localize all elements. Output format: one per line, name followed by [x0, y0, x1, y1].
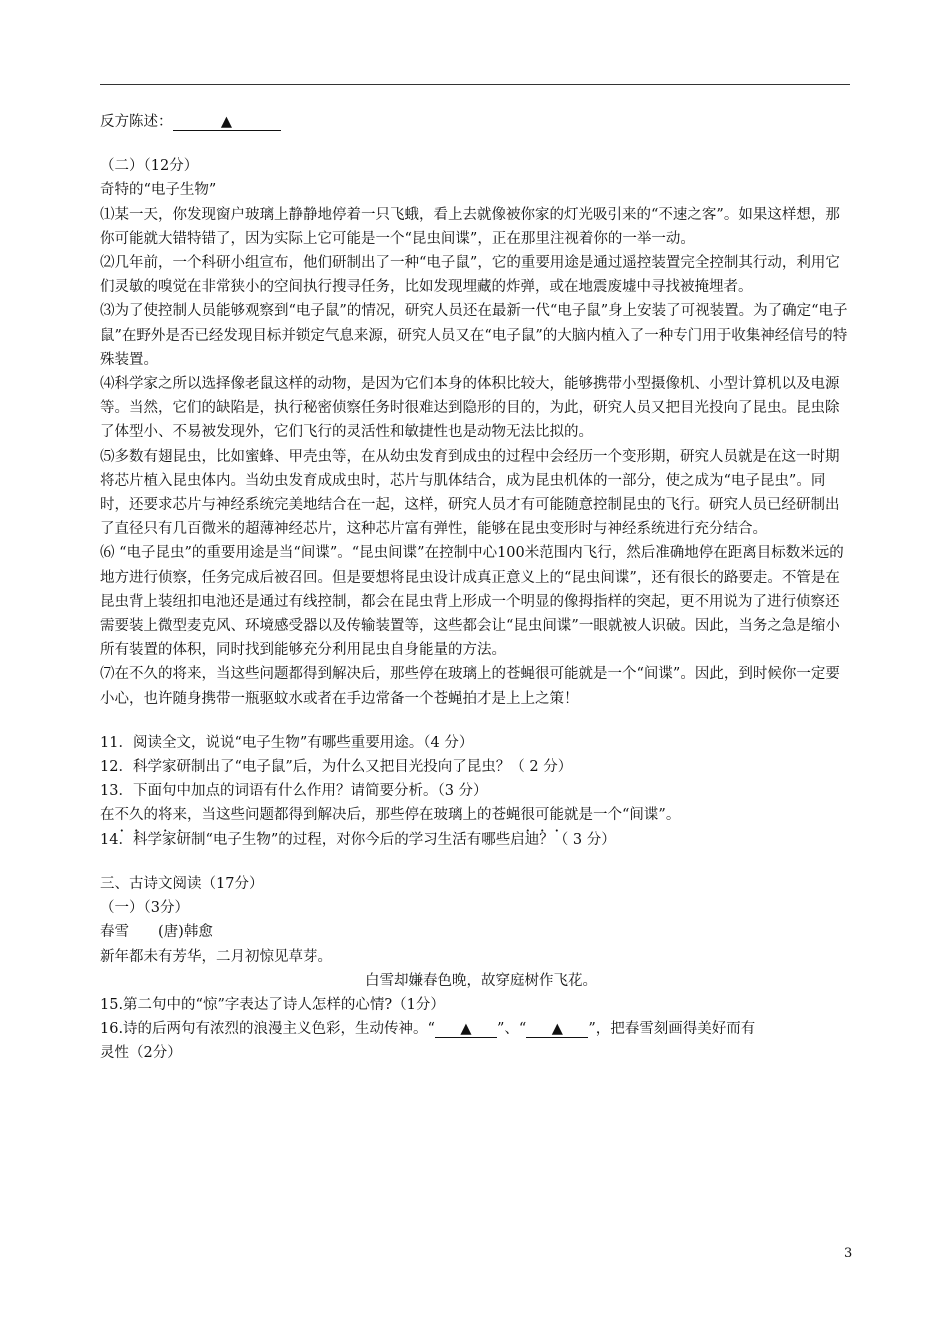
article-paragraph-1: ⑴某一天，你发现窗户玻璃上静静地停着一只飞蛾，看上去就像被你家的灯光吸引来的“不速之客”。如果这样想，那你可能就大错特错了，因为实际上它可能是一个“昆虫间谍”，正在那里注视着你的一举一动。 [100, 206, 840, 247]
section2-heading: （二）（12分） [100, 158, 199, 175]
answer-blank[interactable] [526, 1021, 588, 1038]
document-body [100, 110, 852, 1066]
poem-line-1: 新年都未有芳华，二月初惊见草芽。 [100, 948, 332, 965]
sentence-text: 就是一个“间谍”。 [564, 807, 681, 824]
question-16-text: ”、“ [496, 1021, 527, 1038]
triangle-mark-icon: ▲ [551, 1021, 563, 1038]
opponent-label: 反方陈述： [100, 114, 173, 130]
article-paragraph-5: ⑸多数有翅昆虫，比如蜜蜂、甲壳虫等，在从幼虫发育到成虫的过程中会经历一个变形期，研究人员就是在这一时期将芯片植入昆虫体内。当幼虫发育成成虫时，芯片与肌体结合，成为昆虫机体的一部分，使之成为“电子昆虫”。同时，还要求芯片与神经系统完美地结合在一起，这样，研究人员才有可能随意控制昆虫的飞行。研究人员已经研制出了直径只有几百微米的超薄神经芯片，这种芯片富有弹性，能够在昆虫变形时与神经系统进行充分结合。 [100, 448, 840, 538]
header-rule [100, 84, 850, 85]
dotted-char: 久 [129, 807, 144, 824]
article-paragraph-3: ⑶为了使控制人员能够观察到“电子鼠”的情况，研究人员还在最新一代“电子鼠”身上安装了可视装置。为了确定“电子鼠”在野外是否已经发现目标并锁定气息来源，研究人员又在“电子鼠”的大脑内植入了一种专门用于收集神经信号的特殊装置。 [100, 303, 848, 368]
question-16 [100, 1017, 852, 1041]
dotted-char: 将 [158, 807, 173, 824]
spacer [100, 711, 852, 731]
poem-title: 春雪 (唐)韩愈 [100, 924, 213, 941]
dotted-char: 不 [114, 807, 129, 824]
dotted-char: 来 [172, 807, 187, 824]
question-14: 14．科学家研制“电子生物”的过程，对你今后的学习生活有哪些启迪？（ 3 分） [100, 831, 616, 848]
dotted-char: 很 [520, 807, 535, 824]
triangle-mark-icon: ▲ [220, 114, 233, 130]
dotted-char: 能 [549, 807, 564, 824]
article-paragraph-2: ⑵几年前，一个科研小组宣布，他们研制出了一种“电子鼠”，它的重要用途是通过遥控装置完全控制其行动，利用它们灵敏的嗅觉在非常狭小的空间执行搜寻任务，比如发现埋藏的炸弹，或在地震废墟中寻找被掩埋者。 [100, 255, 840, 296]
question-16-continued: 灵性（2分） [100, 1045, 182, 1062]
spacer [100, 852, 852, 872]
article-paragraph-7: ⑺在不久的将来，当这些问题都得到解决后，那些停在玻璃上的苍蝇很可能就是一个“间谍”。因此，到时候你一定要小心，也许随身携带一瓶驱蚊水或者在手边常备一个苍蝇拍才是上上之策！ [100, 666, 840, 707]
page-number: 3 [844, 1246, 853, 1261]
sentence-text: ，当这些问题都得到解决后，那些停在玻璃上的苍蝇 [187, 807, 521, 824]
dotted-char: 可 [535, 807, 550, 824]
section3-heading: 三、古诗文阅读（17分） [100, 875, 264, 892]
question-12: 12．科学家研制出了“电子鼠”后，为什么又把目光投向了昆虫？（ 2 分） [100, 759, 573, 776]
answer-blank[interactable] [435, 1021, 497, 1038]
question-11: 11．阅读全文，说说“电子生物”有哪些重要用途。（4 分） [100, 734, 474, 751]
answer-blank[interactable] [173, 114, 281, 131]
poem-line-2: 白雪却嫌春色晚，故穿庭树作飞花。 [365, 972, 597, 989]
sentence-text: 的 [143, 807, 158, 824]
sentence-text: 在 [100, 807, 115, 824]
article-paragraph-4: ⑷科学家之所以选择像老鼠这样的动物，是因为它们本身的体积比较大，能够携带小型摄像机、小型计算机以及电源等。当然，它们的缺陷是，执行秘密侦察任务时很难达到隐形的目的，为此，研究人员又把目光投向了昆虫。昆虫除了体型小、不易被发现外，它们飞行的灵活性和敏捷性也是动物无法比拟的。 [100, 376, 840, 441]
article-paragraph-6: ⑹ “电子昆虫”的重要用途是当“间谍”。“昆虫间谍”在控制中心100米范围内飞行，然后准确地停在距离目标数米远的地方进行侦察，任务完成后被召回。但是要想将昆虫设计成真正意义上的“昆虫间谍”，还有很长的路要走。不管是在昆虫背上装纽扣电池还是通过有线控制，都会在昆虫背上形成一个明显的像拇指样的突起，更不用说为了进行侦察还需要装上微型麦克风、环境感受器以及传输装置等，这些都会让“昆虫间谍”一眼就被人识破。因此，当务之急是缩小所有装置的体积，同时找到能够充分利用昆虫自身能量的方法。 [100, 545, 844, 659]
question-16-text: ”，把春雪刻画得美好而有 [588, 1021, 756, 1038]
triangle-mark-icon: ▲ [460, 1021, 472, 1038]
opponent-statement-line [100, 110, 852, 134]
section3-subheading: （一）（3分） [100, 900, 189, 917]
question-13-sentence [100, 803, 852, 827]
question-16-text: 16.诗的后两句有浓烈的浪漫主义色彩，生动传神。“ [100, 1021, 435, 1038]
spacer [100, 134, 852, 154]
question-13: 13．下面句中加点的词语有什么作用？请简要分析。（3 分） [100, 783, 488, 800]
question-15: 15.第二句中的“惊”字表达了诗人怎样的心情?（1分） [100, 996, 445, 1013]
article-title: 奇特的“电子生物” [100, 182, 217, 199]
